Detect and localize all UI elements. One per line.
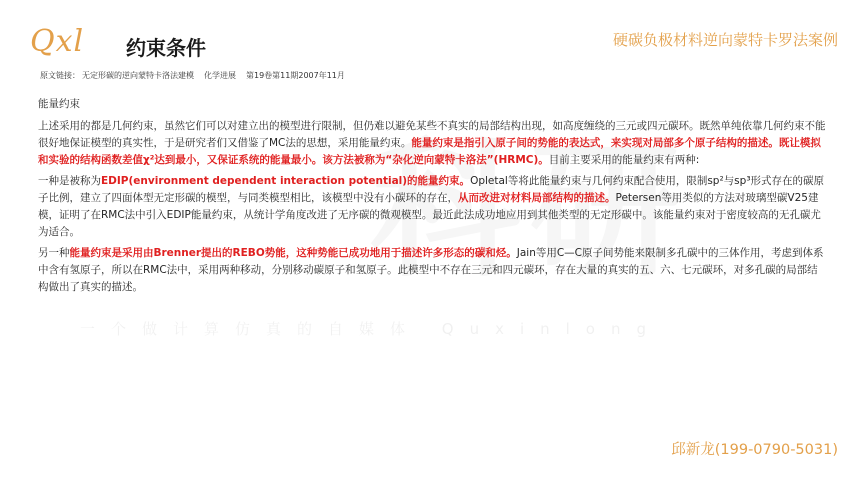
paragraph-text: 另一种 — [38, 247, 70, 259]
section-heading: 能量约束 — [38, 98, 80, 110]
highlighted-text: 从而改进对材料局部结构的描述。 — [458, 192, 616, 204]
highlighted-text: 能量约束是指引入原子间的势能的表达式，来实现对局部多个原子结构的描述。既让模拟和实验的结构函数差值χ²达到最小，又保证系统的能量最小。该方法被称为“杂化逆向蒙特卡洛法”(HRMC)。 — [38, 137, 821, 166]
contact-info: 邱新龙(199-0790-5031) — [671, 442, 838, 458]
paragraph-rebo — [38, 245, 828, 296]
paragraph-text: Jain等用C—C原子间势能来限制多孔碳中的三体作用，考虑到体系中含有氢原子，所以在RMC法中，采用两种移动，分别移动碳原子和氢原子。此模型中不存在三元和四元碳环，存在大量的真实的五、六、七元碳环，对多孔碳的局部结构做出了真实的描述。 — [38, 247, 824, 293]
paragraph-geometric-vs-energy — [38, 118, 828, 169]
paragraph-text: Petersen等用类似的方法对玻璃型碳V25建模，证明了在RMC法中引入EDIP能量约束，从统计学角度改进了无序碳的微观模型。最近此法成功地应用到其他类型的无定形碳中。该能量约束对于密度较高的无孔碳尤为适合。 — [38, 192, 821, 238]
page-title: 约束条件 — [126, 36, 206, 60]
brand-logo: Qxl — [30, 24, 85, 59]
source-paper-title: 无定形碳的逆向蒙特卡洛法建模 — [82, 71, 194, 80]
paragraph-text: Opletal等将此能量约束与几何约束配合使用，限制sp²与sp³形式存在的碳原子比例，建立了四面体型无定形碳的模型，与同类模型相比，该模型中没有小碳环的存在， — [38, 175, 825, 204]
source-issue: 第19卷第11期2007年11月 — [246, 71, 345, 80]
paragraph-text: 上述采用的都是几何约束，虽然它们可以对建立出的模型进行限制，但仍难以避免某些不真实的局部结构出现，如高度缠绕的三元或四元碳环。既然单纯依靠几何约束不能很好地保证模型的真实性，于是研究者们又借鉴了MC法的思想，采用能量约束。 — [38, 120, 826, 149]
highlighted-text: EDIP(environment dependent interaction potential)的能量约束。 — [101, 175, 471, 187]
main-content — [38, 96, 828, 300]
source-citation — [40, 70, 355, 82]
paragraph-text: 目前主要采用的能量约束有两种: — [548, 154, 700, 166]
source-journal: 化学进展 — [204, 71, 236, 80]
paragraph-edip — [38, 173, 828, 241]
paragraph-text: 一种是被称为 — [38, 175, 101, 187]
watermark-caption: 一个做计算仿真的自媒体 Quxinlong — [80, 320, 663, 338]
case-title: 硬碳负极材料逆向蒙特卡罗法案例 — [612, 31, 838, 49]
highlighted-text: 能量约束是采用由Brenner提出的REBO势能，这种势能已成功地用于描述许多形态的碳和烃。 — [69, 247, 517, 259]
source-label: 原文链接： — [40, 71, 80, 80]
